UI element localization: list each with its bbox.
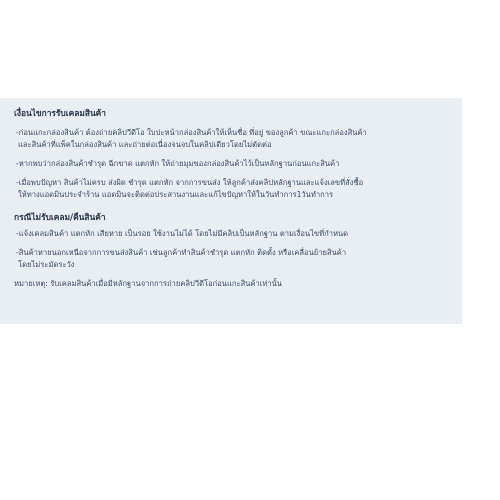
no-claim-item-1 xyxy=(14,228,452,240)
condition-item-3-line-1: -เมื่อพบปัญหา สินค้าไม่ครบ ส่งผิด ชำรุด แตกหัก จากการขนส่ง ให้ลูกค้าส่งคลิปหลักฐานและแจ้งเลขที่สั่งซื้อ xyxy=(16,178,364,187)
no-claim-heading: กรณีไม่รับเคลม/คืนสินค้า xyxy=(14,212,106,222)
remark-note: หมายเหตุ: รับเคลมสินค้าเมื่อมีหลักฐานจากการถ่ายคลิปวีดีโอก่อนแกะสินค้าเท่านั้น xyxy=(14,279,282,288)
no-claim-item-2-line-2: โดยไม่ระมัดระวัง xyxy=(18,260,75,269)
no-claim-item-2 xyxy=(14,247,452,271)
condition-item-1-line-1: -ก่อนแกะกล่องสินค้า ต้องถ่ายคลิปวีดีโอ ใบปะหน้ากล่องสินค้าให้เห็นชื่อ ที่อยู่ ของลูกค้า ขณะแกะกล่องสินค้า xyxy=(16,128,367,137)
no-claim-item-1-line-1: -แจ้งเคลมสินค้า แตกหัก เสียหาย เป็นรอย ใช้งานไม่ได้ โดยไม่มีคลิปเป็นหลักฐาน ตามเงื่อนไขที่กำหนด xyxy=(16,229,349,238)
claim-conditions-heading: เงื่อนไขการรับเคลมสินค้า xyxy=(14,108,106,118)
no-claim-item-2-line-1: -สินค้าหายนอกเหนือจากการขนส่งสินค้า เช่นลูกค้าทำสินค้าชำรุด แตกหัก ติดตั้ง หรือเคลื่อนย้ายสินค้า xyxy=(16,248,347,257)
condition-item-3-line-2: ให้ทางแอดมินประจำร้าน แอดมินจะติดต่อประสานงานและแก้ไขปัญหาให้ในวันทำการ1วันทำการ xyxy=(18,190,334,199)
claim-conditions-panel xyxy=(0,98,462,324)
condition-item-2 xyxy=(14,158,452,170)
condition-item-2-line-1: -หากพบว่ากล่องสินค้าชำรุด ฉีกขาด แตกหัก ให้ถ่ายมุมของกล่องสินค้าไว้เป็นหลักฐานก่อนแกะสินค้า xyxy=(16,159,340,168)
condition-item-3 xyxy=(14,177,452,201)
condition-item-1 xyxy=(14,127,452,151)
condition-item-1-line-2: และสินค้าที่แพ็คในกล่องสินค้า และถ่ายต่อเนื่องจนจบในคลิปเดียวโดยไม่ตัดต่อ xyxy=(18,140,272,149)
